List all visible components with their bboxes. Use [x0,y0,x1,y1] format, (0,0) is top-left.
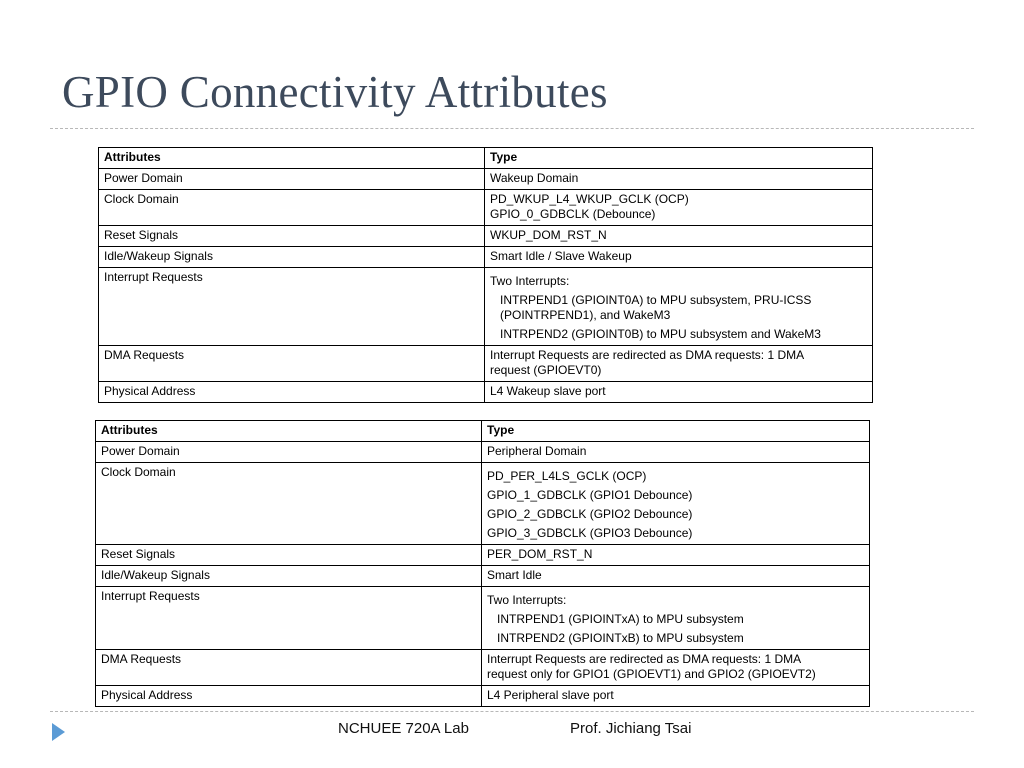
type-text: INTRPEND2 (GPIOINT0B) to MPU subsystem and WakeM3 [500,327,821,341]
peripheral-gpio-attributes-table [95,420,870,707]
type-text: Peripheral Domain [487,444,587,458]
table-row [96,566,870,587]
type-text: GPIO_3_GDBCLK (GPIO3 Debounce) [487,526,693,540]
attribute-cell: Power Domain [99,169,485,190]
slide-bullet-arrow-icon [52,723,65,741]
attribute-cell: Power Domain [96,442,482,463]
type-cell [482,587,870,650]
type-text: Interrupt Requests are redirected as DMA requests: 1 DMA [487,652,802,666]
attribute-cell: Reset Signals [99,226,485,247]
column-header-attributes: Attributes [96,421,482,442]
table-row [96,650,870,686]
table-row [96,686,870,707]
attribute-cell: Reset Signals [96,545,482,566]
type-cell [485,247,873,268]
attribute-cell: Clock Domain [96,463,482,545]
type-text: INTRPEND1 (GPIOINTxA) to MPU subsystem [497,612,744,626]
type-text: GPIO_0_GDBCLK (Debounce) [490,207,656,221]
title-divider [50,128,974,129]
attribute-cell: Physical Address [96,686,482,707]
attribute-cell: DMA Requests [99,346,485,382]
type-text: Smart Idle / Slave Wakeup [490,249,632,263]
table-row [96,545,870,566]
type-text: Wakeup Domain [490,171,579,185]
type-cell [485,190,873,226]
type-cell [485,169,873,190]
attribute-cell: Clock Domain [99,190,485,226]
table-row [99,346,873,382]
type-text: INTRPEND1 (GPIOINT0A) to MPU subsystem, PRU-ICSS [500,293,812,307]
type-text: L4 Peripheral slave port [487,688,614,702]
footer-professor-name: Prof. Jichiang Tsai [570,720,692,737]
type-text: (POINTRPEND1), and WakeM3 [500,308,671,322]
table-row [96,463,870,545]
type-cell [485,346,873,382]
attribute-cell: DMA Requests [96,650,482,686]
type-text: request only for GPIO1 (GPIOEVT1) and GPIO2 (GPIOEVT2) [487,667,816,681]
type-cell [485,382,873,403]
table-row [99,382,873,403]
wakeup-gpio-attributes-table [98,147,873,403]
type-text: Smart Idle [487,568,542,582]
type-text: GPIO_1_GDBCLK (GPIO1 Debounce) [487,488,693,502]
attribute-cell: Idle/Wakeup Signals [99,247,485,268]
column-header-attributes: Attributes [99,148,485,169]
table-row [99,247,873,268]
type-text: PER_DOM_RST_N [487,547,593,561]
type-cell [482,650,870,686]
type-text: GPIO_2_GDBCLK (GPIO2 Debounce) [487,507,693,521]
type-text: PD_PER_L4LS_GCLK (OCP) [487,469,647,483]
attribute-cell: Physical Address [99,382,485,403]
attribute-cell: Interrupt Requests [99,268,485,346]
type-cell [482,686,870,707]
table-row [99,226,873,247]
type-cell [482,545,870,566]
footer-lab-name: NCHUEE 720A Lab [338,720,469,737]
attribute-cell: Idle/Wakeup Signals [96,566,482,587]
type-cell [482,442,870,463]
type-cell [485,226,873,247]
column-header-type: Type [482,421,870,442]
type-text: Interrupt Requests are redirected as DMA requests: 1 DMA [490,348,805,362]
footer-divider [50,711,974,712]
type-text: INTRPEND2 (GPIOINTxB) to MPU subsystem [497,631,744,645]
type-cell [482,566,870,587]
type-text: Two Interrupts: [487,593,567,607]
table-row [99,268,873,346]
type-text: L4 Wakeup slave port [490,384,606,398]
type-cell [482,463,870,545]
column-header-type: Type [485,148,873,169]
table-header-row [96,421,870,442]
table-row [99,190,873,226]
table-row [99,169,873,190]
type-text: WKUP_DOM_RST_N [490,228,607,242]
attribute-cell: Interrupt Requests [96,587,482,650]
table-row [96,442,870,463]
table-row [96,587,870,650]
type-cell [485,268,873,346]
table-header-row [99,148,873,169]
slide-title: GPIO Connectivity Attributes [62,67,608,117]
type-text: Two Interrupts: [490,274,570,288]
type-text: request (GPIOEVT0) [490,363,602,377]
type-text: PD_WKUP_L4_WKUP_GCLK (OCP) [490,192,689,206]
